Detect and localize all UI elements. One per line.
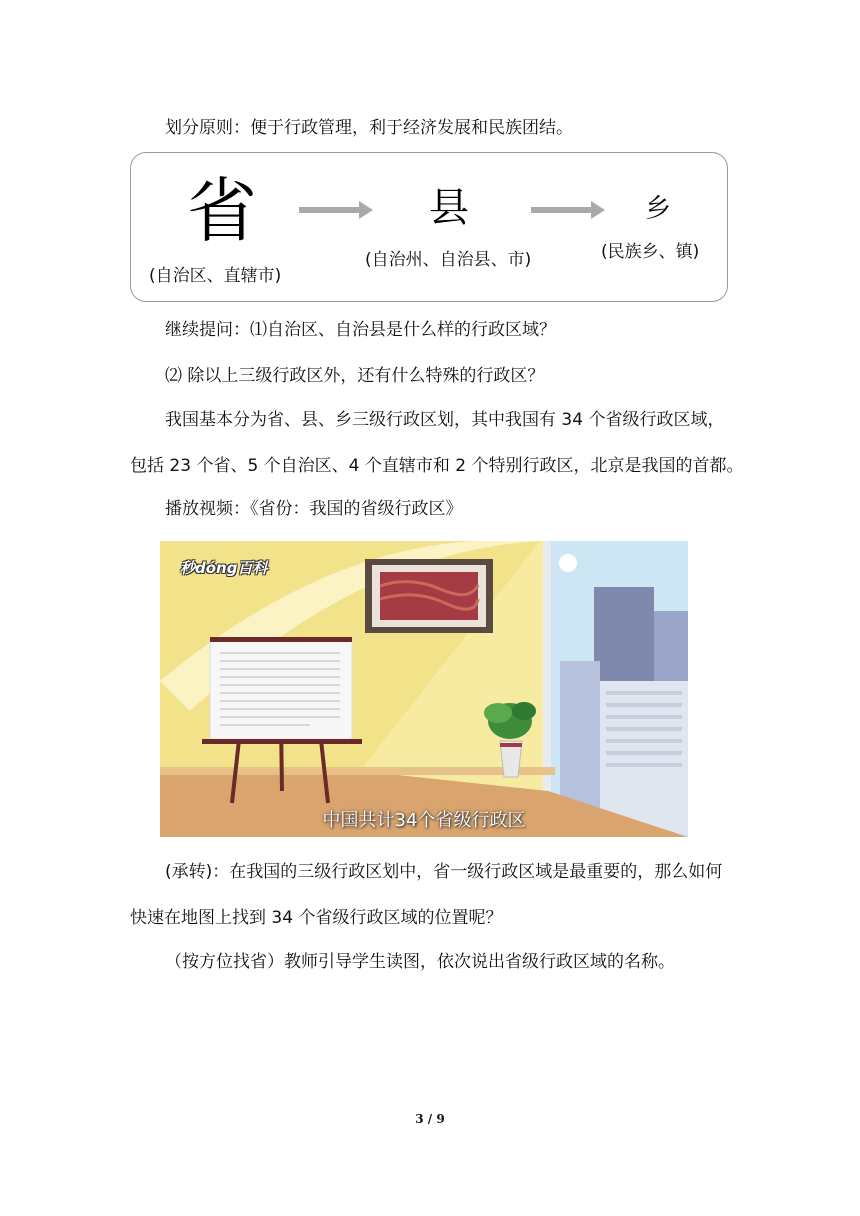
township-label: 乡 (645, 194, 672, 224)
division-diagram (130, 152, 728, 302)
video-caption: 中国共计34个省级行政区 (322, 810, 526, 831)
township-sub-label: (民族乡、镇) (601, 242, 700, 262)
transition-line-2: 快速在地图上找到 34 个省级行政区域的位置呢？ (130, 908, 503, 928)
transition-line-1: (承转)：在我国的三级行政区划中，省一级行政区域是最重要的，那么如何 (165, 862, 723, 882)
video-frame[interactable] (160, 541, 688, 837)
video-intro: 播放视频：《省份：我国的省级行政区》 (165, 499, 463, 519)
arrow-icon (531, 207, 593, 213)
page-number: 3 / 9 (415, 1112, 445, 1126)
video-scene-illustration (160, 541, 688, 837)
county-label: 县 (429, 185, 469, 231)
province-label: 省 (187, 170, 257, 252)
find-by-direction: （按方位找省）教师引导学生读图，依次说出省级行政区域的名称。 (165, 952, 675, 972)
arrow-icon (299, 207, 361, 213)
province-sub-label: (自治区、直辖市) (149, 266, 282, 286)
question-2: ⑵ 除以上三级行政区外，还有什么特殊的行政区？ (165, 366, 545, 386)
summary-line-2: 包括 23 个省、5 个自治区、4 个直辖市和 2 个特别行政区，北京是我国的首都。 (130, 456, 744, 476)
summary-line-1: 我国基本分为省、县、乡三级行政区划，其中我国有 34 个省级行政区域， (165, 410, 725, 430)
question-1: 继续提问：⑴自治区、自治县是什么样的行政区域？ (165, 320, 556, 340)
principle-paragraph: 划分原则：便于行政管理，利于经济发展和民族团结。 (165, 118, 573, 138)
county-sub-label: (自治州、自治县、市) (365, 250, 532, 270)
video-logo: 秒dóng百科 (180, 559, 268, 577)
